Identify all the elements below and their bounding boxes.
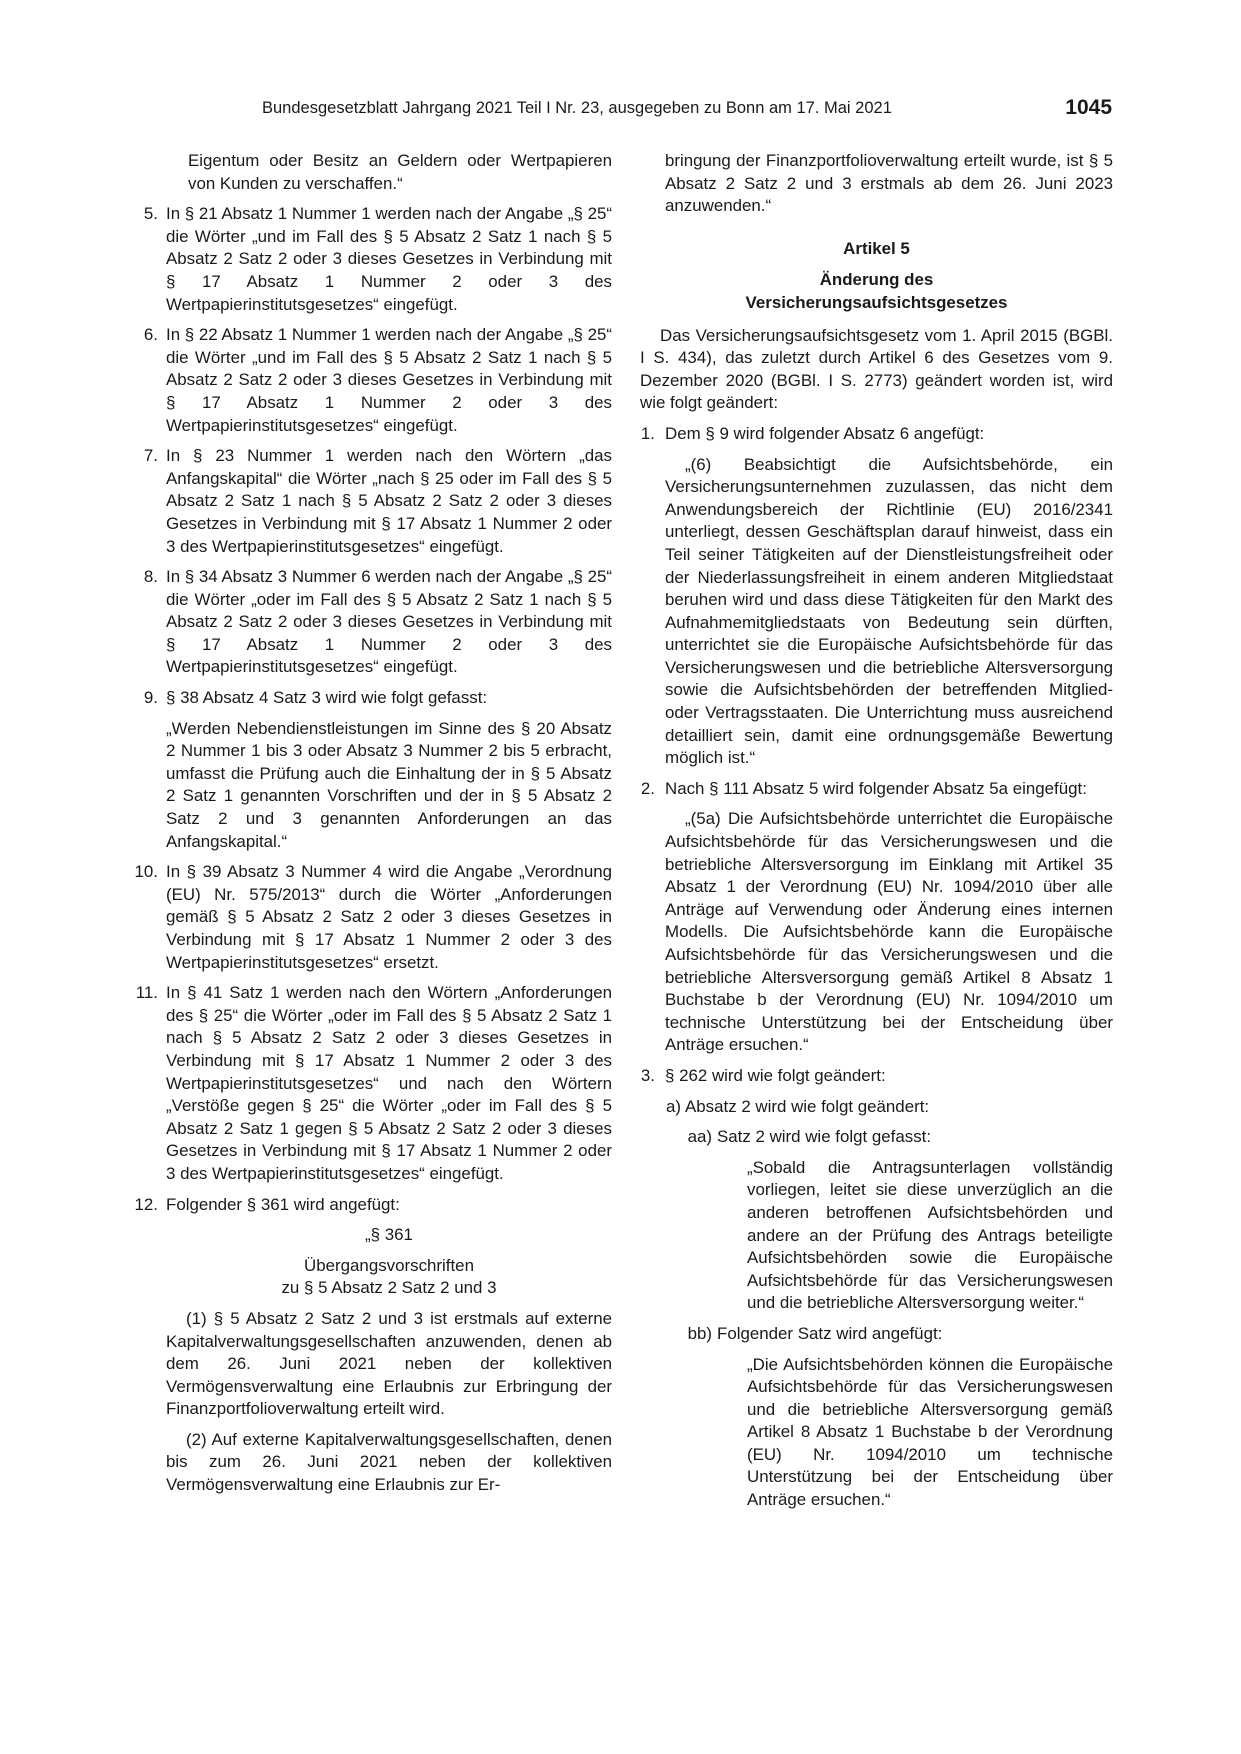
list-text: In § 34 Absatz 3 Nummer 6 werden nach der Angabe „§ 25“ die Wörter „oder im Fall des § 5 Absatz 2 Satz 1 nach § 5 Absatz 2 Satz 2 oder 3 dieses Gesetzes in Verbindung mit § 17 Absatz 1 Nummer 2 oder 3 des Wertpapierinstitutsgesetzes“ eingefügt.: [166, 567, 612, 677]
intro-paragraph: Das Versicherungsaufsichtsgesetz vom 1. April 2015 (BGBl. I S. 434), das zuletzt durch Artikel 6 des Gesetzes vom 9. Dezember 2020 (BGBl. I S. 2773) geändert worden ist, wird wie folgt geändert:: [640, 325, 1113, 413]
sub-sub-item-label: aa): [687, 1127, 712, 1147]
list-number: 10.: [134, 862, 158, 882]
continuation-text: bringung der Finanzportfolioverwaltung erteilt wurde, ist § 5 Absatz 2 Satz 2 und 3 erstmals ab dem 26. Juni 2023 anzuwenden.“: [665, 151, 1113, 216]
running-header: [262, 96, 1112, 127]
sub-item-text: Absatz 2 wird wie folgt geändert:: [685, 1096, 930, 1116]
quoted-text: „(5a) Die Aufsichtsbehörde unterrichtet die Europäische Aufsichtsbehörde für das Versicherungswesen und die betriebliche Altersversorgung im Einklang mit Artikel 35 Absatz 1 der Verordnung (EU) Nr. 1094/2010 über alle Anträge auf Verwendung oder Änderung eines internen Modells. Die Aufsichtsbehörde kann die Europäische Aufsichtsbehörde für das Versicherungswesen und die betriebliche Altersversorgung gemäß Artikel 8 Absatz 1 Buchstabe b der Verordnung (EU) Nr. 1094/2010 um technische Unterstützung bei der Entscheidung über Anträge ersuchen.“: [665, 809, 1113, 1055]
section-361: [133, 1224, 612, 1497]
list-text: Dem § 9 wird folgender Absatz 6 angefügt:: [665, 423, 985, 443]
list-text: Nach § 111 Absatz 5 wird folgender Absatz 5a eingefügt:: [665, 778, 1087, 798]
list-item: [640, 1065, 1113, 1512]
list-item: [640, 423, 1113, 770]
quoted-text: „Werden Nebendienstleistungen im Sinne des § 20 Absatz 2 Nummer 1 bis 3 oder Absatz 3 Nummer 2 bis 5 erbracht, umfasst die Prüfung auch die Einhaltung der in § 5 Absatz 2 Satz 1 genannten Vorschriften und der in § 5 Absatz 2 Satz 2 und 3 genannten Anforderungen an das Anfangskapital.“: [166, 718, 612, 851]
section-heading: „§ 361: [365, 1225, 413, 1245]
right-column: [640, 150, 1113, 1512]
list-text: In § 21 Absatz 1 Nummer 1 werden nach der Angabe „§ 25“ die Wörter „und im Fall des § 5 Absatz 2 Satz 1 nach § 5 Absatz 2 Satz 2 oder 3 dieses Gesetzes in Verbindung mit § 17 Absatz 1 Nummer 2 oder 3 des Wertpapierinstitutsgesetzes“ eingefügt.: [166, 204, 612, 314]
list-item: [133, 687, 612, 853]
quoted-text: „(6) Beabsichtigt die Aufsichtsbehörde, ein Versicherungsunternehmen zuzulassen, das nicht dem Anwendungsbereich der Richtlinie (EU) 2016/2341 unterliegt, dessen Geschäftsplan darauf hinweist, dass ein Teil seiner Tätigkeiten auf der Dienstleistungsfreiheit oder der Niederlassungsfreiheit in einem anderen Mitgliedstaat beruhen wird und dass diese Tätigkeiten für den Markt des Aufnahmemitgliedstaats von Bedeutung sein dürften, unterrichtet sie die Europäische Aufsichtsbehörde für das Versicherungswesen und die betriebliche Altersversorgung sowie die Aufsichtsbehörden der betreffenden Mitglied- oder Vertragsstaaten. Die Unterrichtung muss ausreichend detailliert sein, damit eine ordnungsgemäße Bewertung möglich ist.“: [665, 454, 1113, 768]
list-text: In § 23 Nummer 1 werden nach den Wörtern „das Anfangskapital“ die Wörter „nach § 25 oder im Fall des § 5 Absatz 2 Satz 1 nach § 5 Absatz 2 Satz 2 oder 3 dieses Gesetzes in Verbindung mit § 17 Absatz 1 Nummer 2 oder 3 des Wertpapierinstitutsgesetzes“ eingefügt.: [166, 446, 612, 556]
list-number: 6.: [143, 325, 158, 345]
sub-item: [665, 1096, 1113, 1512]
list-item: [133, 324, 612, 437]
list-number: 3.: [640, 1065, 655, 1085]
article-title: Versicherungsaufsichtsgesetzes: [745, 292, 1008, 312]
list-text: § 262 wird wie folgt geändert:: [665, 1065, 886, 1085]
sub-item-letter: a): [665, 1096, 681, 1116]
list-number: 5.: [143, 204, 158, 224]
section-title: Übergangsvorschriften: [304, 1255, 474, 1275]
list-item: [133, 203, 612, 316]
list-number: 9.: [143, 688, 158, 708]
list-text: In § 41 Satz 1 werden nach den Wörtern „Anforderungen des § 25“ die Wörter „oder im Fall des § 5 Absatz 2 Satz 1 nach § 5 Absatz 2 Satz 2 oder 3 dieses Gesetzes in Verbindung mit § 17 Absatz 1 Nummer 2 oder 3 des Wertpapierinstitutsgesetzes“ und nach den Wörtern „Verstöße gegen § 25“ die Wörter „oder im Fall des § 5 Absatz 2 Satz 1 gegen § 5 Absatz 2 Satz 2 oder 3 dieses Gesetzes in Verbindung mit § 17 Absatz 1 Nummer 2 oder 3 des Wertpapierinstitutsgesetzes“ eingefügt.: [166, 983, 612, 1183]
left-column: [133, 150, 612, 1497]
header-title: Bundesgesetzblatt Jahrgang 2021 Teil I Nr. 23, ausgegeben zu Bonn am 17. Mai 2021: [262, 99, 892, 117]
quoted-text: „Die Aufsichtsbehörden können die Europäische Aufsichtsbehörde für das Versicherungswesen und die betriebliche Altersversorgung gemäß Artikel 8 Absatz 1 Buchstabe b der Verordnung (EU) Nr. 1094/2010 um technische Unterstützung bei der Entscheidung über Anträge ersuchen.“: [747, 1354, 1113, 1510]
list-text: In § 39 Absatz 3 Nummer 4 wird die Angabe „Verordnung (EU) Nr. 575/2013“ durch die Wörter „Anforderungen gemäß § 5 Absatz 2 Satz 2 oder 3 dieses Gesetzes in Verbindung mit § 17 Absatz 1 Nummer 2 oder 3 des Wertpapierinstitutsgesetzes“ ersetzt.: [166, 862, 612, 972]
sub-sub-item: [685, 1323, 1113, 1512]
sub-sub-item-text: Satz 2 wird wie folgt gefasst:: [717, 1127, 932, 1147]
list-number: 12.: [134, 1194, 158, 1214]
list-item: [640, 778, 1113, 1057]
paragraph: (1) § 5 Absatz 2 Satz 2 und 3 ist erstmals auf externe Kapitalverwaltungsgesellschaften anzuwenden, denen ab dem 26. Juni 2021 neben der kollektiven Vermögensverwaltung eine Erlaubnis zur Erbringung der Finanzportfolioverwaltung erteilt wird.: [166, 1308, 612, 1419]
article-title: Änderung des: [819, 270, 934, 290]
list-text: Folgender § 361 wird angefügt:: [166, 1194, 400, 1214]
sub-sub-item-label: bb): [687, 1323, 712, 1343]
sub-sub-item-text: Folgender Satz wird angefügt:: [717, 1323, 943, 1343]
list-item: [133, 861, 612, 974]
list-number: 2.: [640, 778, 655, 798]
list-text: In § 22 Absatz 1 Nummer 1 werden nach der Angabe „§ 25“ die Wörter „und im Fall des § 5 Absatz 2 Satz 1 nach § 5 Absatz 2 Satz 2 oder 3 dieses Gesetzes in Verbindung mit § 17 Absatz 1 Nummer 2 oder 3 des Wertpapierinstitutsgesetzes“ eingefügt.: [166, 325, 612, 435]
sub-sub-item: [685, 1126, 1113, 1315]
list-item: [133, 445, 612, 558]
page-number: 1045: [1065, 96, 1112, 119]
list-item: [133, 982, 612, 1185]
list-number: 11.: [135, 983, 158, 1003]
list-number: 1.: [640, 423, 655, 443]
paragraph: (2) Auf externe Kapitalverwaltungsgesellschaften, denen bis zum 26. Juni 2021 neben der kollektiven Vermögensverwaltung eine Erlaubnis zur Er-: [166, 1429, 612, 1495]
list-text: § 38 Absatz 4 Satz 3 wird wie folgt gefasst:: [166, 688, 488, 708]
section-title: zu § 5 Absatz 2 Satz 2 und 3: [281, 1278, 497, 1298]
list-item: [133, 1194, 612, 1217]
quoted-text: „Sobald die Antragsunterlagen vollständig vorliegen, leitet sie diese unverzüglich an die anderen betroffenen Aufsichtsbehörden und andere an der Prüfung des Antrags beteiligte Aufsichtsbehörden sowie die Europäische Aufsichtsbehörde für das Versicherungswesen und die betriebliche Altersversorgung weiter.“: [747, 1157, 1113, 1313]
list-number: 7.: [143, 446, 158, 466]
continuation-text: Eigentum oder Besitz an Geldern oder Wertpapieren von Kunden zu verschaffen.“: [188, 151, 612, 193]
list-item: [133, 566, 612, 679]
article-heading: Artikel 5: [843, 238, 910, 258]
list-number: 8.: [143, 567, 158, 587]
